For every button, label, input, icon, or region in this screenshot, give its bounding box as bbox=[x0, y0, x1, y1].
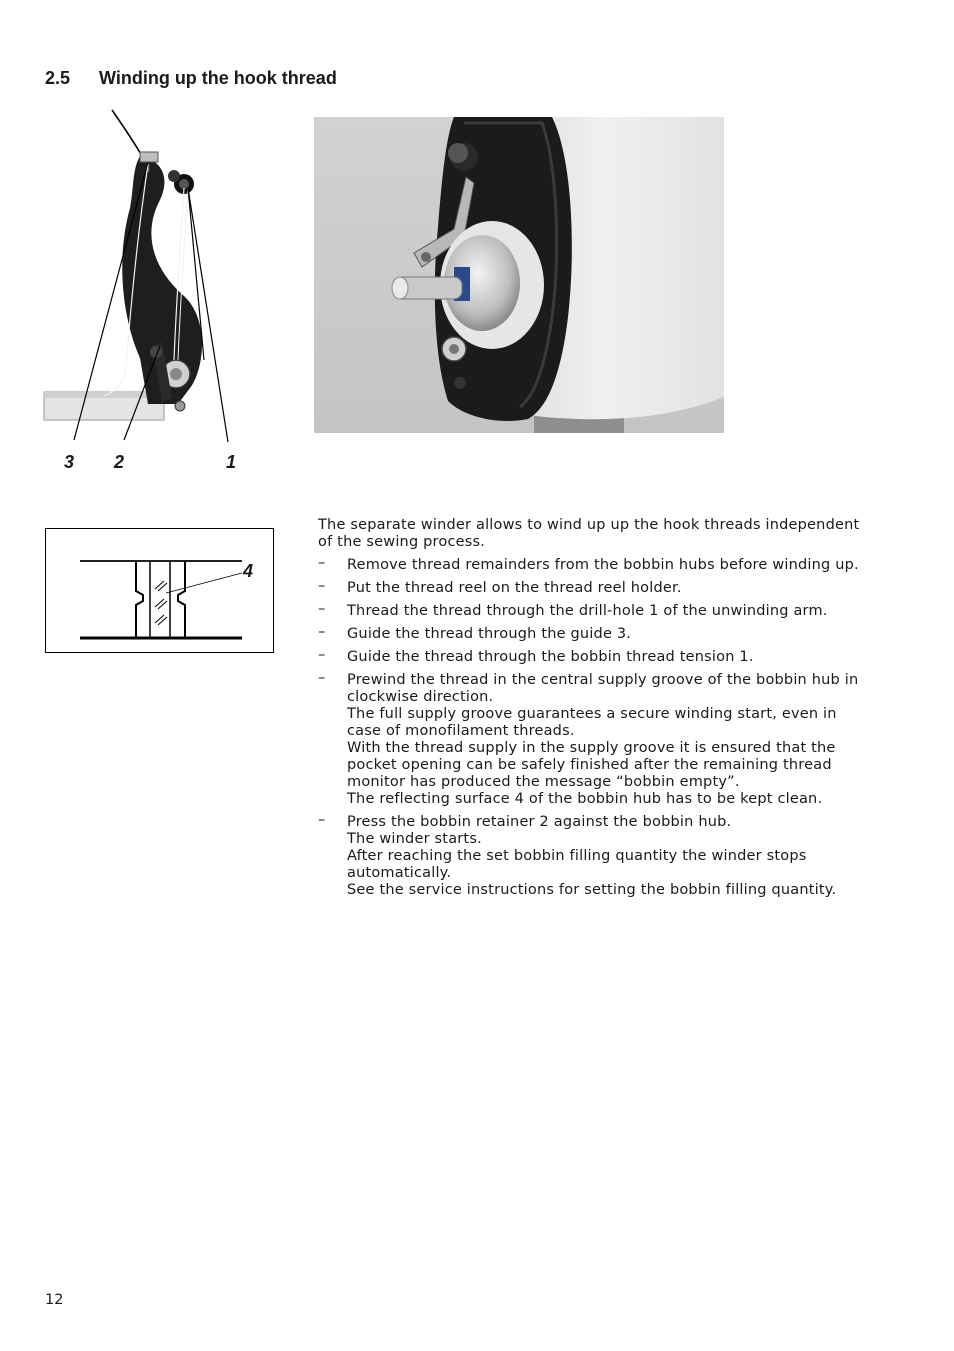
step-item bbox=[318, 649, 863, 666]
step-item bbox=[318, 580, 863, 597]
step-text: Guide the thread through the guide 3. bbox=[347, 626, 632, 642]
bullet-dash: – bbox=[318, 578, 326, 594]
step-text: See the service instructions for setting the bobbin filling quantity. bbox=[347, 882, 837, 898]
callout-4: 4 bbox=[243, 561, 254, 581]
step-text: Press the bobbin retainer 2 against the bobbin hub. bbox=[347, 814, 732, 830]
step-text: Remove thread remainders from the bobbin hubs before winding up. bbox=[347, 557, 859, 573]
step-text: With the thread supply in the supply groove it is ensured that the pocket opening can be safely finished after the remaining thread monitor has produced the message “bobbin empty”. bbox=[347, 740, 836, 790]
instructions-text bbox=[318, 517, 863, 905]
winder-arm-illustration bbox=[40, 108, 240, 448]
step-text: Prewind the thread in the central supply groove of the bobbin hub in clockwise direction. bbox=[347, 672, 859, 705]
step-item bbox=[318, 557, 863, 574]
section-number: 2.5 bbox=[45, 68, 71, 88]
reflecting-surface-detail bbox=[45, 528, 274, 653]
bullet-dash: – bbox=[318, 670, 326, 686]
steps-list bbox=[318, 557, 863, 899]
bullet-dash: – bbox=[318, 812, 326, 828]
step-text: The full supply groove guarantees a secure winding start, even in case of monofilament threads. bbox=[347, 706, 837, 739]
bobbin-hub-section-diagram bbox=[46, 529, 273, 652]
page-number: 12 bbox=[45, 1292, 64, 1308]
step-text: After reaching the set bobbin filling quantity the winder stops automatically. bbox=[347, 848, 807, 881]
step-item bbox=[318, 672, 863, 808]
bullet-dash: – bbox=[318, 647, 326, 663]
step-text: The winder starts. bbox=[347, 831, 482, 847]
bullet-dash: – bbox=[318, 601, 326, 617]
bobbin-winder-photo bbox=[314, 117, 724, 433]
callout-1: 1 bbox=[226, 452, 237, 472]
step-text: Thread the thread through the drill-hole 1 of the unwinding arm. bbox=[347, 603, 828, 619]
intro-paragraph: The separate winder allows to wind up up the hook threads independent of the sewing process. bbox=[318, 517, 860, 550]
step-item bbox=[318, 626, 863, 643]
bullet-dash: – bbox=[318, 624, 326, 640]
section-title: Winding up the hook thread bbox=[99, 68, 337, 88]
step-text: The reflecting surface 4 of the bobbin hub has to be kept clean. bbox=[347, 791, 823, 807]
bullet-dash: – bbox=[318, 555, 326, 571]
step-text: Guide the thread through the bobbin thread tension 1. bbox=[347, 649, 754, 665]
step-text: Put the thread reel on the thread reel holder. bbox=[347, 580, 682, 596]
step-item bbox=[318, 603, 863, 620]
callout-3: 3 bbox=[64, 452, 75, 472]
callout-2: 2 bbox=[114, 452, 125, 472]
step-item bbox=[318, 814, 863, 899]
